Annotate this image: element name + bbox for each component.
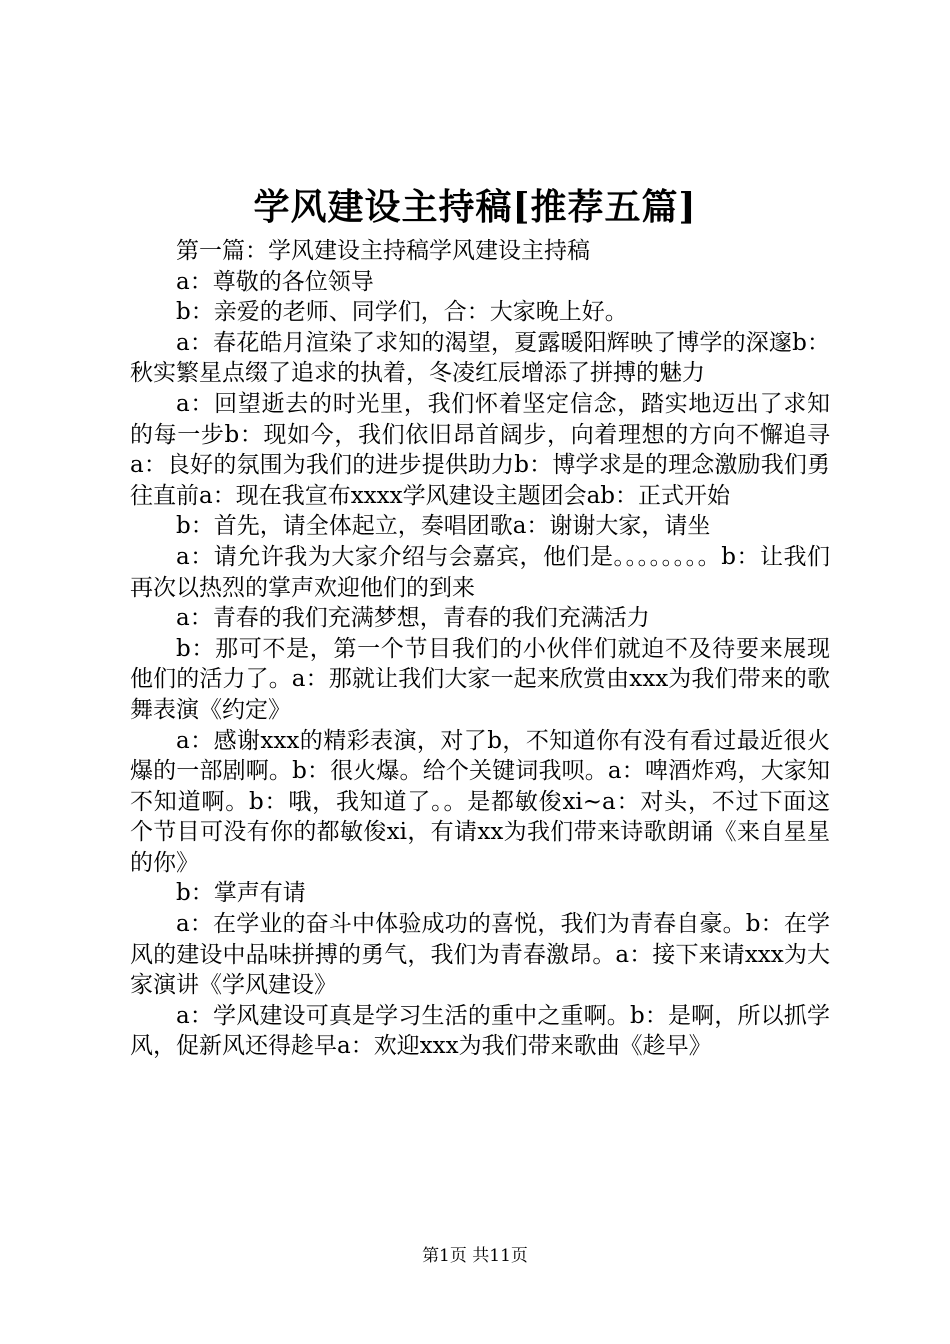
paragraph: a：在学业的奋斗中体验成功的喜悦，我们为青春自豪。b：在学风的建设中品味拼搏的勇气，我们为青春激昂。a：接下来请xxx为大家演讲《学风建设》: [130, 911, 830, 999]
paragraph: b：那可不是，第一个节目我们的小伙伴们就迫不及待要来展现他们的活力了。a：那就让我们大家一起来欣赏由xxx为我们带来的歌舞表演《约定》: [130, 635, 830, 723]
paragraph: a：请允许我为大家介绍与会嘉宾，他们是。。。。。。。。b：让我们再次以热烈的掌声欢迎他们的到来: [130, 543, 830, 601]
paragraph: a：学风建设可真是学习生活的重中之重啊。b：是啊，所以抓学风，促新风还得趁早a：欢迎xxx为我们带来歌曲《趁早》: [130, 1002, 830, 1060]
paragraph: a：春花皓月渲染了求知的渴望，夏露暖阳辉映了博学的深邃b：秋实繁星点缀了追求的执着，冬凌红辰增添了拼搏的魅力: [130, 329, 830, 387]
document-title: 学风建设主持稿[推荐五篇]: [253, 186, 697, 228]
paragraph: a：尊敬的各位领导: [176, 268, 374, 295]
paragraph: a：回望逝去的时光里，我们怀着坚定信念，踏实地迈出了求知的每一步b：现如今，我们依旧昂首阔步，向着理想的方向不懈追寻a：良好的氛围为我们的进步提供助力b：博学求是的理念激励我们勇往直前a：现在我宣布xxxx学风建设主题团会ab：正式开始: [130, 390, 830, 509]
paragraph: 第一篇：学风建设主持稿学风建设主持稿: [176, 238, 590, 264]
page-number-footer: 第1页 共11页: [422, 1246, 528, 1266]
paragraph: a：感谢xxx的精彩表演，对了b，不知道你有没有看过最近很火爆的一部剧啊。b：很火爆。给个关键词我呗。a：啤酒炸鸡，大家知不知道啊。b：哦，我知道了。。是都敏俊xi~a：对头，不过下面这个节目可没有你的都敏俊xi，有请xx为我们带来诗歌朗诵《来自星星的你》: [130, 727, 830, 876]
document-body: [130, 236, 830, 1062]
paragraph: a：青春的我们充满梦想，青春的我们充满活力: [176, 605, 650, 632]
paragraph: b：掌声有请: [176, 880, 306, 907]
paragraph: b：亲爱的老师、同学们，合：大家晚上好。: [176, 299, 628, 326]
paragraph: b：首先，请全体起立，奏唱团歌a：谢谢大家，请坐: [176, 513, 711, 540]
